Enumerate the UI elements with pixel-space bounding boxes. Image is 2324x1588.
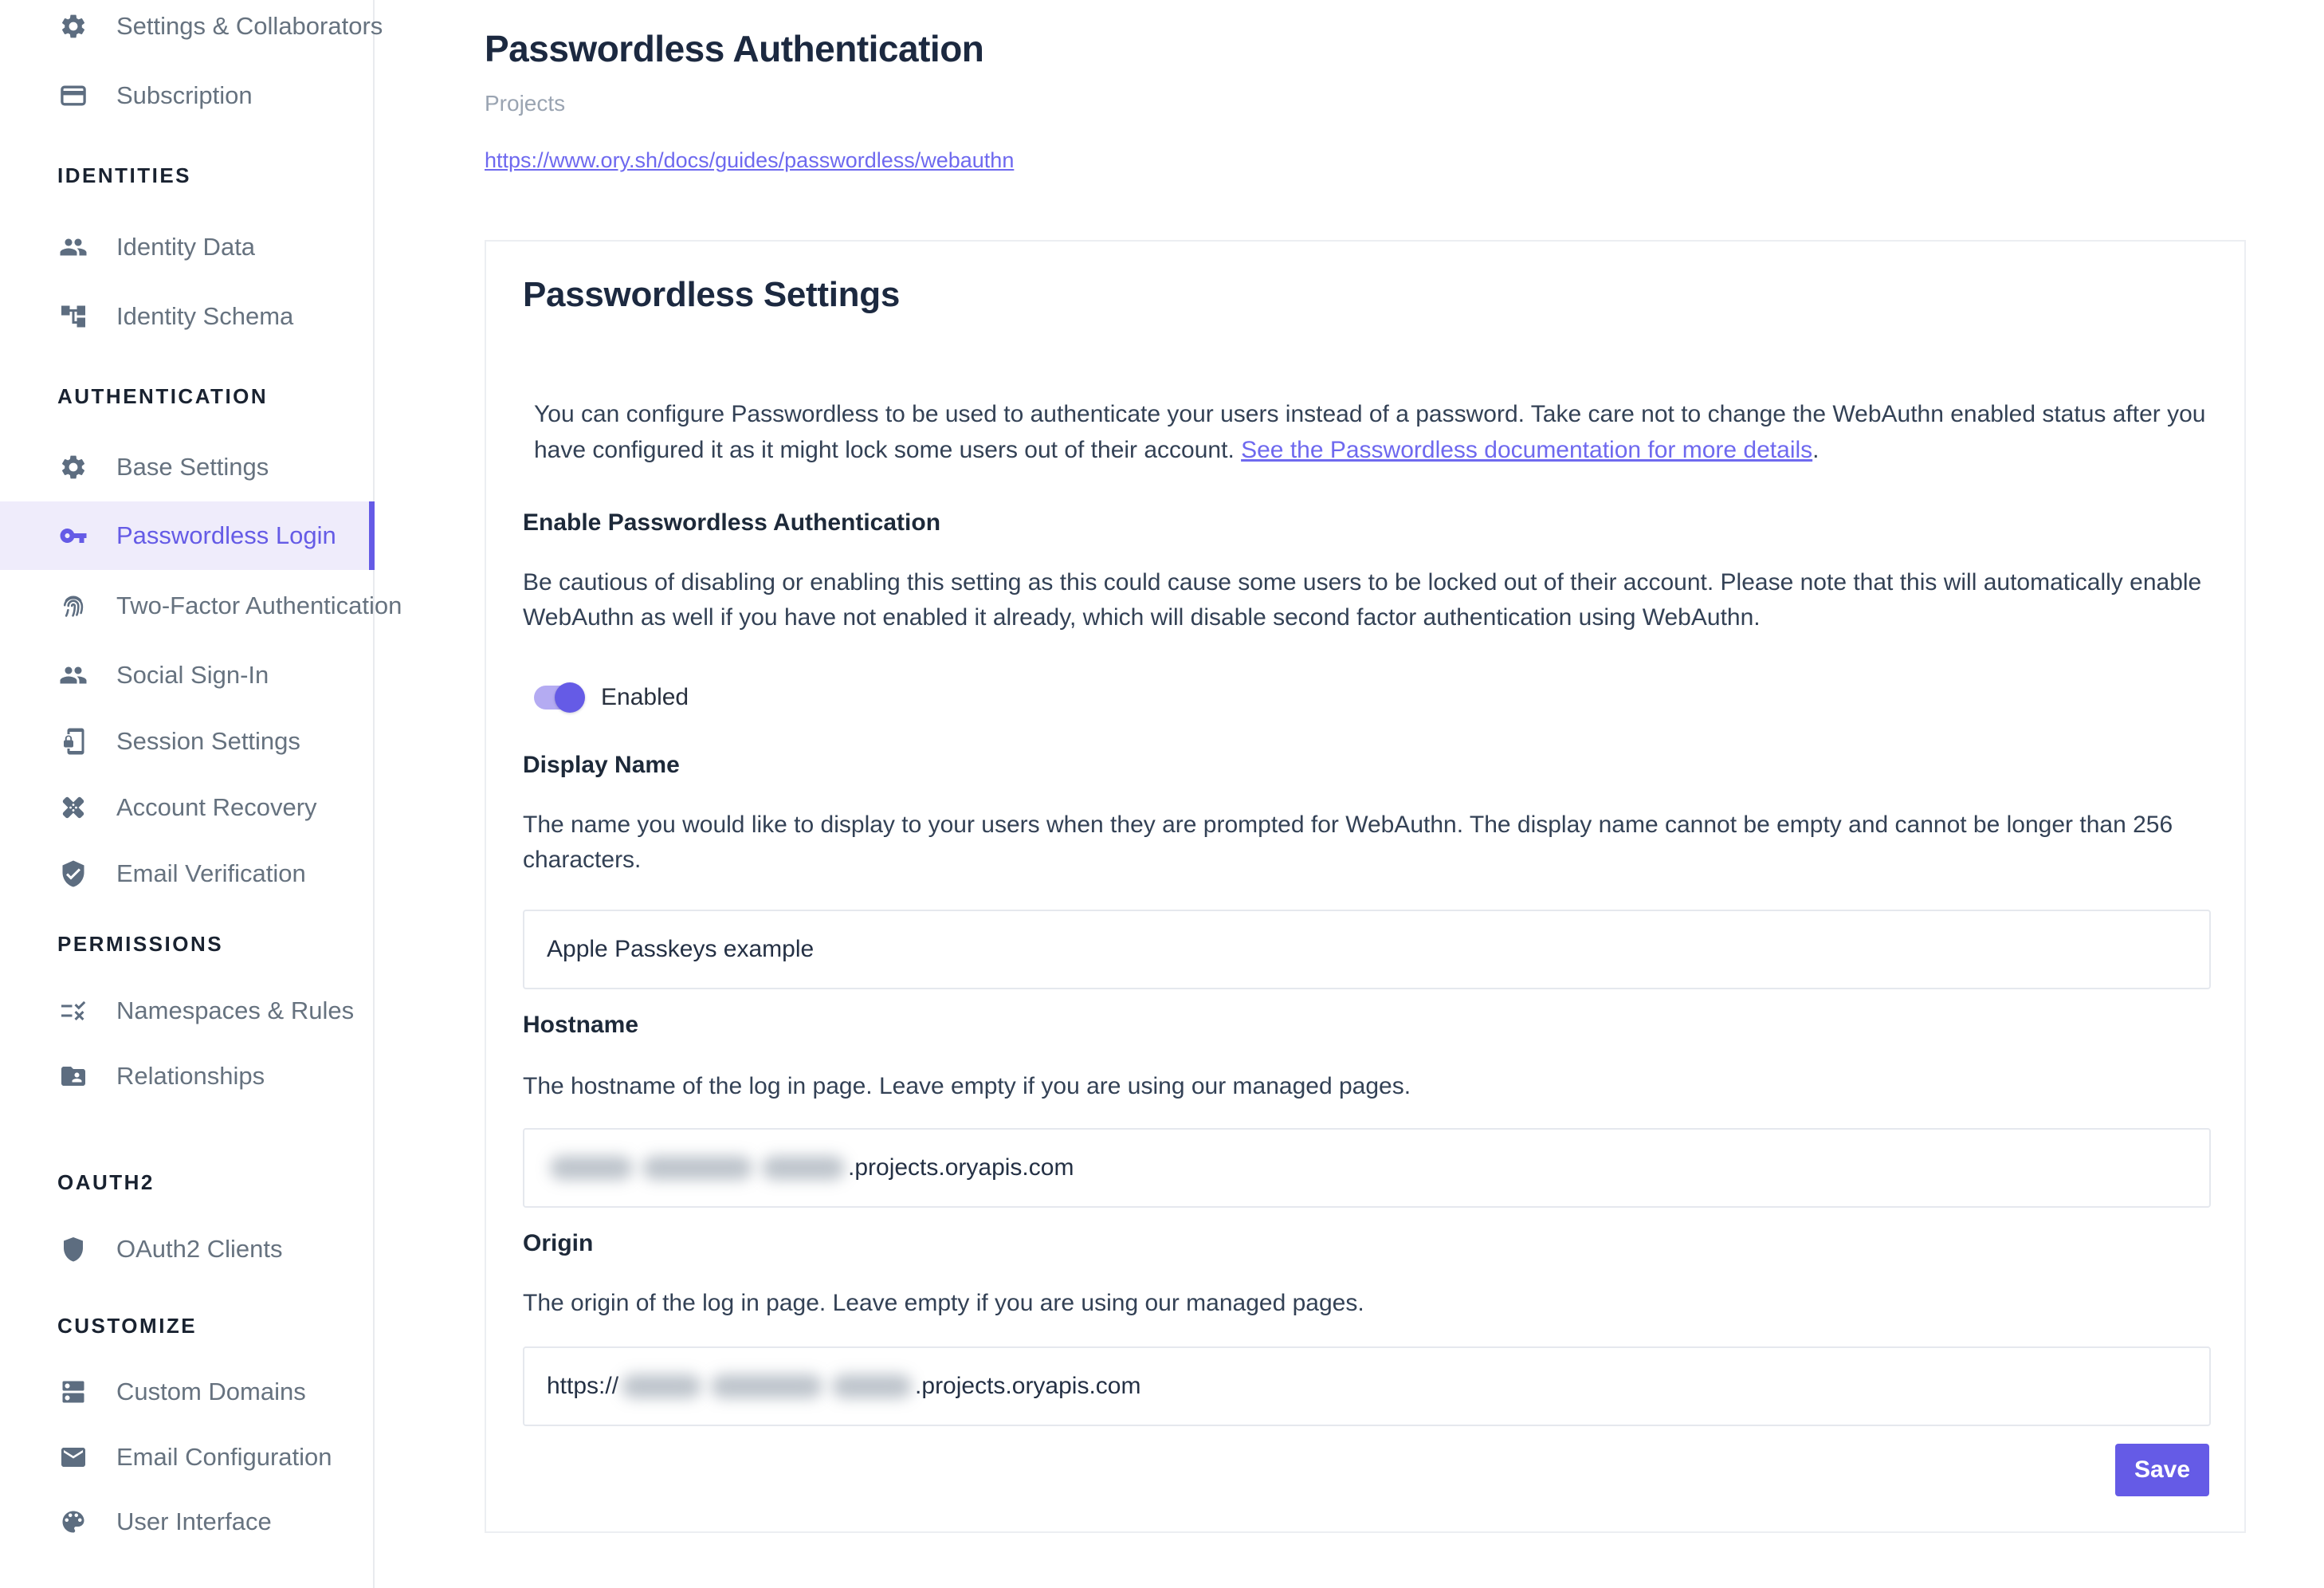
passwordless-enabled-toggle[interactable] bbox=[534, 682, 585, 713]
display-name-input[interactable] bbox=[523, 910, 2211, 989]
sidebar-item-label: Social Sign-In bbox=[116, 661, 269, 689]
sidebar-section-permissions: PERMISSIONS bbox=[57, 932, 224, 956]
main-content bbox=[375, 0, 2324, 1588]
sidebar-item-label: Settings & Collaborators bbox=[116, 12, 383, 40]
people-icon bbox=[59, 233, 88, 261]
sidebar-item-label: Namespaces & Rules bbox=[116, 996, 355, 1024]
card-intro bbox=[534, 396, 2211, 468]
sidebar bbox=[0, 0, 402, 1588]
sidebar-section-authentication: AUTHENTICATION bbox=[57, 384, 269, 408]
enable-passwordless-heading: Enable Passwordless Authentication bbox=[523, 509, 941, 536]
sidebar-item-account-recovery[interactable] bbox=[0, 773, 375, 842]
sidebar-section-customize: CUSTOMIZE bbox=[57, 1314, 198, 1338]
sidebar-item-label: Subscription bbox=[116, 81, 253, 109]
sidebar-item-label: Identity Schema bbox=[116, 302, 294, 330]
display-name-description: The name you would like to display to your users when they are prompted for WebAuthn. The display name cannot be empty and cannot be longer than 256 characters. bbox=[523, 812, 2173, 873]
sidebar-item-label: Account Recovery bbox=[116, 793, 317, 821]
fingerprint-icon bbox=[59, 592, 88, 620]
redacted-origin-value bbox=[622, 1374, 912, 1398]
sidebar-section-oauth2: OAUTH2 bbox=[57, 1170, 155, 1194]
sidebar-item-label: Two-Factor Authentication bbox=[116, 592, 402, 619]
shield-icon bbox=[59, 1235, 88, 1264]
credit-card-icon bbox=[59, 81, 88, 110]
display-name-heading: Display Name bbox=[523, 752, 680, 778]
toggle-knob bbox=[555, 682, 585, 713]
sidebar-item-session-settings[interactable] bbox=[0, 707, 375, 776]
hostname-input[interactable] bbox=[523, 1128, 2211, 1208]
sidebar-item-user-interface[interactable] bbox=[0, 1488, 375, 1556]
sidebar-item-custom-domains[interactable] bbox=[0, 1358, 375, 1426]
enable-passwordless-description: Be cautious of disabling or enabling this setting as this could cause some users to be locked out of their account. Please note that this will automatically enable WebAuthn as well if you have not enabled it already, which will disable second factor authentication using WebAuthn. bbox=[523, 569, 2202, 631]
sidebar-item-oauth2-clients[interactable] bbox=[0, 1215, 375, 1283]
sidebar-item-email-verification[interactable] bbox=[0, 839, 375, 908]
sidebar-item-label: User Interface bbox=[116, 1507, 272, 1535]
origin-description: The origin of the log in page. Leave empty if you are using our managed pages. bbox=[523, 1290, 1364, 1316]
people-icon bbox=[59, 661, 88, 690]
sidebar-item-identity-schema[interactable] bbox=[0, 282, 375, 351]
shield-check-icon bbox=[59, 859, 88, 888]
mail-icon bbox=[59, 1443, 88, 1472]
sidebar-item-namespaces-rules[interactable] bbox=[0, 977, 375, 1045]
card-title: Passwordless Settings bbox=[523, 275, 900, 314]
rules-icon bbox=[59, 996, 88, 1025]
redacted-hostname-value bbox=[550, 1156, 845, 1180]
passwordless-docs-link[interactable]: See the Passwordless documentation for more details bbox=[1241, 437, 1813, 463]
sidebar-item-label: Identity Data bbox=[116, 233, 256, 261]
folder-user-icon bbox=[59, 1062, 88, 1091]
origin-input[interactable] bbox=[523, 1346, 2211, 1426]
sidebar-item-label: Custom Domains bbox=[116, 1378, 306, 1405]
phone-lock-icon bbox=[59, 727, 88, 756]
healing-icon bbox=[59, 793, 88, 822]
dns-icon bbox=[59, 1378, 88, 1406]
hostname-suffix: .projects.oryapis.com bbox=[848, 1154, 1074, 1181]
sidebar-section-identities: IDENTITIES bbox=[57, 163, 192, 187]
doc-link[interactable]: https://www.ory.sh/docs/guides/passwordless/webauthn bbox=[485, 148, 1015, 172]
origin-heading: Origin bbox=[523, 1230, 594, 1256]
passwordless-settings-card bbox=[485, 240, 2246, 1533]
intro-text-end: . bbox=[1812, 437, 1820, 463]
enable-toggle-row bbox=[534, 680, 689, 715]
sidebar-item-identity-data[interactable] bbox=[0, 213, 375, 281]
gear-icon bbox=[59, 12, 88, 41]
sidebar-item-label: Email Verification bbox=[116, 859, 306, 887]
sidebar-item-passwordless-login[interactable] bbox=[0, 501, 375, 570]
intro-text: You can configure Passwordless to be used to authenticate your users instead of a password. Take care not to change the WebAuthn enabled status after you have configured it as it might lock some users out of their account. bbox=[534, 401, 2206, 463]
gear-icon bbox=[59, 453, 88, 482]
sidebar-item-label: Session Settings bbox=[116, 727, 300, 755]
hostname-description: The hostname of the log in page. Leave empty if you are using our managed pages. bbox=[523, 1073, 1411, 1099]
hostname-heading: Hostname bbox=[523, 1012, 639, 1038]
origin-prefix: https:// bbox=[547, 1373, 619, 1399]
sidebar-item-label: Relationships bbox=[116, 1062, 265, 1090]
sidebar-item-base-settings[interactable] bbox=[0, 433, 375, 501]
palette-icon bbox=[59, 1507, 88, 1536]
schema-tree-icon bbox=[59, 302, 88, 331]
sidebar-item-label: Email Configuration bbox=[116, 1443, 332, 1471]
sidebar-item-label: OAuth2 Clients bbox=[116, 1235, 283, 1263]
toggle-label: Enabled bbox=[601, 684, 689, 710]
key-icon bbox=[59, 521, 88, 550]
sidebar-item-social-sign-in[interactable] bbox=[0, 641, 375, 709]
origin-suffix: .projects.oryapis.com bbox=[915, 1373, 1141, 1399]
sidebar-item-label: Passwordless Login bbox=[116, 521, 336, 549]
save-button[interactable]: Save bbox=[2115, 1444, 2209, 1496]
sidebar-item-settings-collaborators[interactable] bbox=[0, 0, 383, 61]
sidebar-item-subscription[interactable] bbox=[0, 61, 375, 130]
sidebar-item-label: Base Settings bbox=[116, 453, 269, 481]
breadcrumb: Projects bbox=[485, 91, 566, 116]
sidebar-item-relationships[interactable] bbox=[0, 1042, 375, 1110]
sidebar-item-two-factor-authentication[interactable] bbox=[0, 572, 402, 640]
sidebar-item-email-configuration[interactable] bbox=[0, 1423, 375, 1492]
page-title: Passwordless Authentication bbox=[485, 28, 984, 69]
